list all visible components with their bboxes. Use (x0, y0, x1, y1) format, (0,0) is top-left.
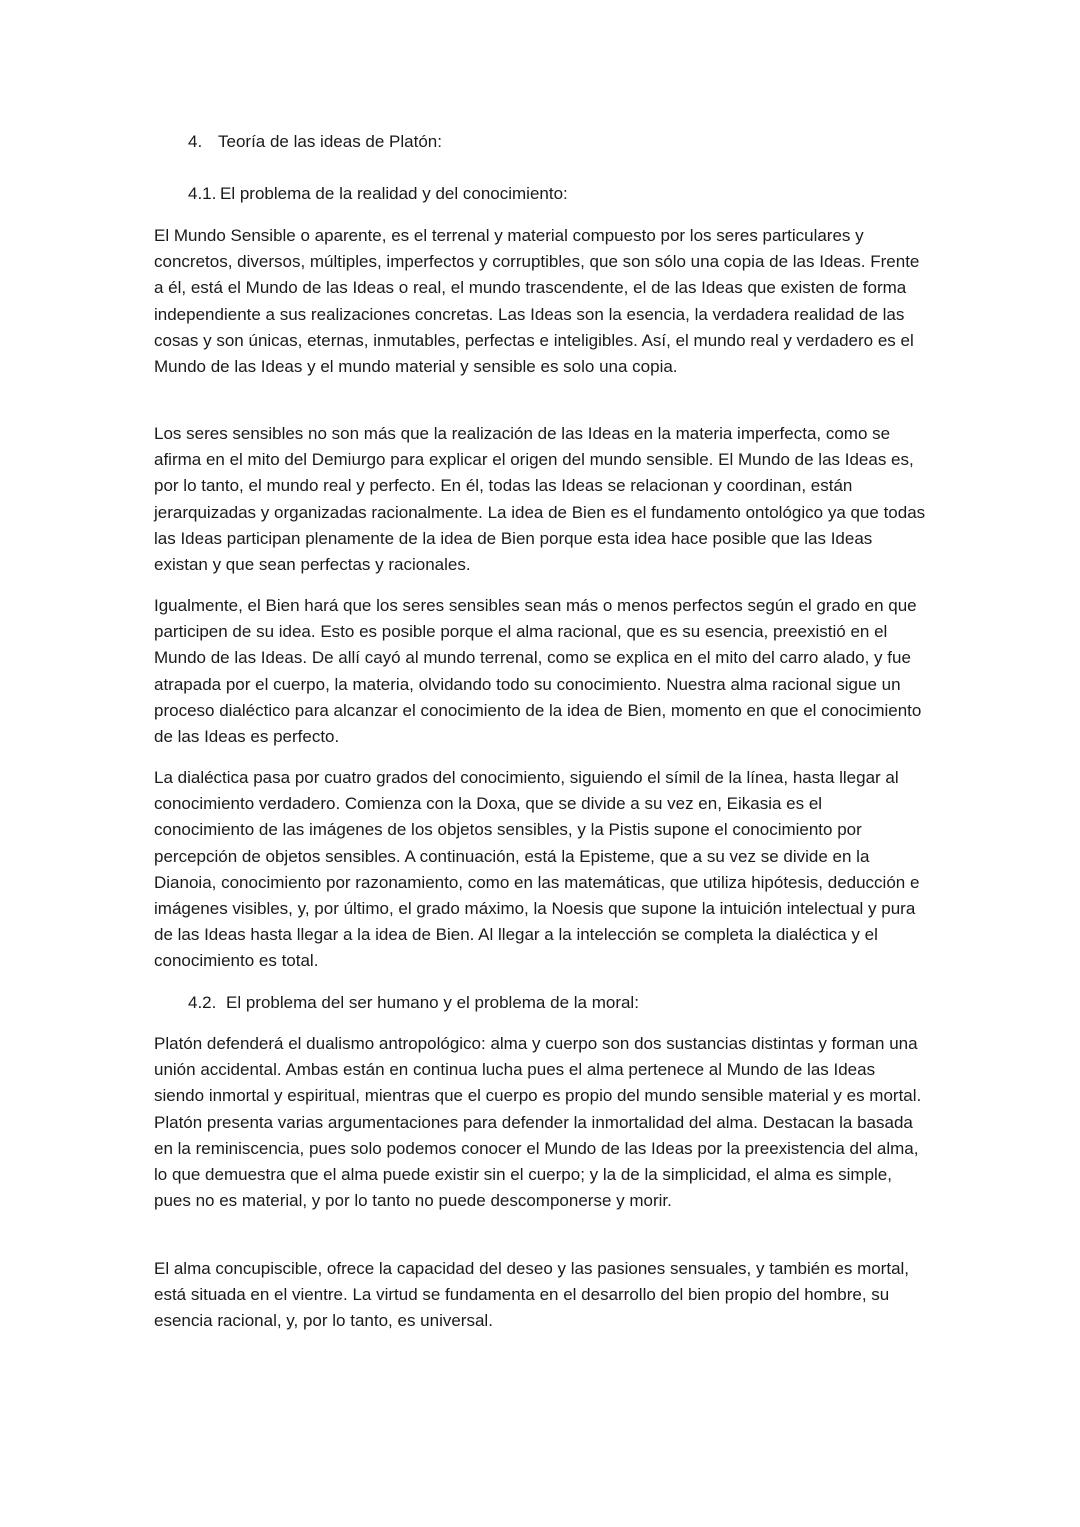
paragraph-dialectica: La dialéctica pasa por cuatro grados del conocimiento, siguiendo el símil de la línea, hasta llegar al conocimiento verdadero. Comienza con la Doxa, que se divide a su vez en, Eikasia es el conocimiento de las imágenes de los objetos sensibles, y la Pistis supone el conocimiento por percepción de objetos sensibles. A continuación, está la Episteme, que a su vez se divide en la Dianoia, conocimiento por razonamiento, como en las matemáticas, que utiliza hipótesis, deducción e imágenes visibles, y, por último, el grado máximo, la Noesis que supone la intuición intelectual y pura de las Ideas hasta llegar a la idea de Bien. Al llegar a la intelección se completa la dialéctica y el conocimiento es total. (154, 768, 920, 971)
paragraph-seres-sensibles: Los seres sensibles no son más que la realización de las Ideas en la materia imperfecta, como se afirma en el mito del Demiurgo para explicar el origen del mundo sensible. El Mundo de las Ideas es, por lo tanto, el mundo real y perfecto. En él, todas las Ideas se relacionan y coordinan, están jerarquizadas y organizadas racionalmente. La idea de Bien es el fundamento ontológico ya que todas las Ideas participan plenamente de la idea de Bien porque esta idea hace posible que las Ideas existan y que sean perfectas y racionales. (154, 424, 926, 575)
section-title: Teoría de las ideas de Platón: (218, 132, 442, 151)
section-number: 4.1. (188, 184, 217, 203)
paragraph-bien: Igualmente, el Bien hará que los seres sensibles sean más o menos perfectos según el grado en que participen de su idea. Esto es posible porque el alma racional, que es su esencia, preexistió en el Mundo de las Ideas. De allí cayó al mundo terrenal, como se explica en el mito del carro alado, y fue atrapada por el cuerpo, la materia, olvidando todo su conocimiento. Nuestra alma racional sigue un proceso dialéctico para alcanzar el conocimiento de la idea de Bien, momento en que el conocimiento de las Ideas es perfecto. (154, 596, 922, 747)
section-title: El problema de la realidad y del conocimiento: (220, 184, 568, 203)
paragraph-alma-concupiscible: El alma concupiscible, ofrece la capacidad del deseo y las pasiones sensuales, y también es mortal, está situada en el vientre. La virtud se fundamenta en el desarrollo del bien propio del hombre, su esencia racional, y, por lo tanto, es universal. (154, 1259, 910, 1331)
section-title: El problema del ser humano y el problema de la moral: (226, 993, 639, 1012)
section-heading-4 (188, 129, 442, 155)
section-number: 4. (188, 132, 203, 151)
section-heading-4-1 (188, 181, 568, 207)
section-heading-4-2 (188, 990, 639, 1016)
section-number: 4.2. (188, 993, 217, 1012)
paragraph-mundo-sensible: El Mundo Sensible o aparente, es el terrenal y material compuesto por los seres particulares y concretos, diversos, múltiples, imperfectos y corruptibles, que son sólo una copia de las Ideas. Frente a él, está el Mundo de las Ideas o real, el mundo trascendente, el de las Ideas que existen de forma independiente a sus realizaciones concretas. Las Ideas son la esencia, la verdadera realidad de las cosas y son únicas, eternas, inmutables, perfectas e inteligibles. Así, el mundo real y verdadero es el Mundo de las Ideas y el mundo material y sensible es solo una copia. (154, 226, 920, 377)
paragraph-dualismo: Platón defenderá el dualismo antropológico: alma y cuerpo son dos sustancias distintas y forman una unión accidental. Ambas están en continua lucha pues el alma pertenece al Mundo de las Ideas siendo inmortal y espiritual, mientras que el cuerpo es propio del mundo sensible material y es mortal. Platón presenta varias argumentaciones para defender la inmortalidad del alma. Destacan la basada en la reminiscencia, pues solo podemos conocer el Mundo de las Ideas por la preexistencia del alma, lo que demuestra que el alma puede existir sin el cuerpo; y la de la simplicidad, el alma es simple, pues no es material, y por lo tanto no puede descomponerse y morir. (154, 1034, 922, 1211)
